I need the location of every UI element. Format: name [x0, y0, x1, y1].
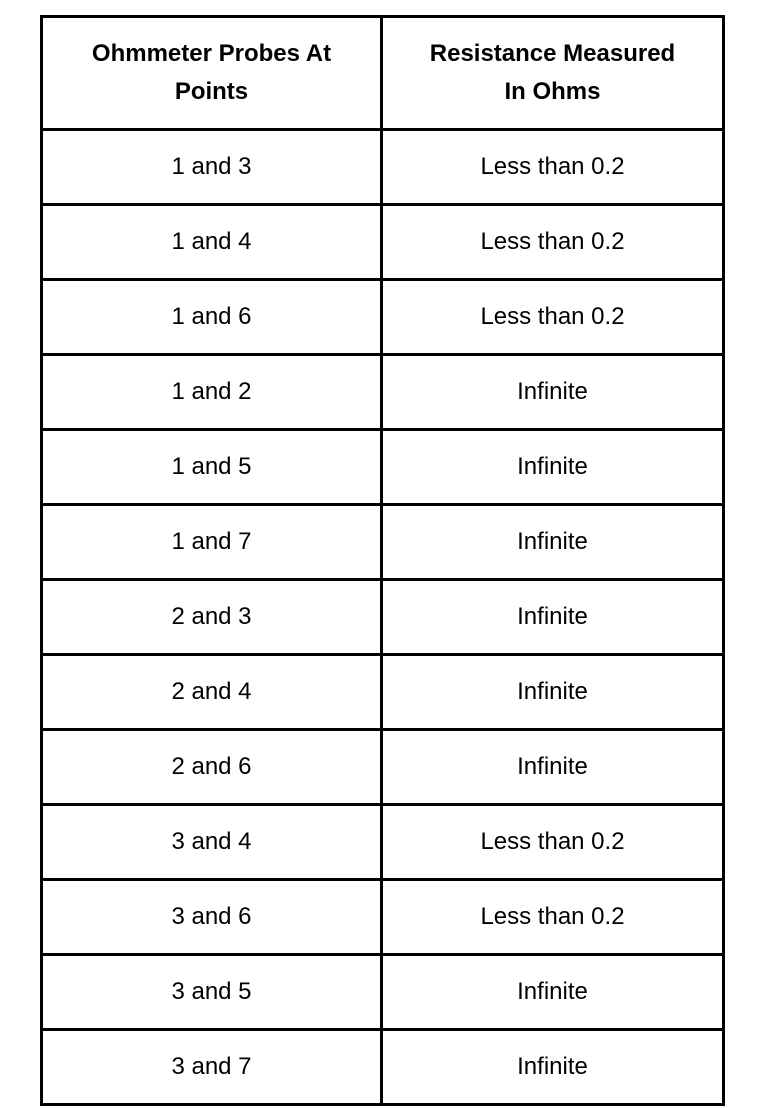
header-resistance-line1: Resistance Measured [429, 40, 676, 67]
header-resistance-line2: In Ohms [504, 78, 601, 105]
resistance-cell: Less than 0.2 [480, 903, 625, 930]
probe-points-cell: 1 and 4 [43, 206, 383, 278]
probe-points-cell: 1 and 3 [43, 131, 383, 203]
table-row [43, 953, 722, 1028]
table-row [43, 203, 722, 278]
probe-points-cell: 3 and 7 [43, 1031, 383, 1103]
probe-points-cell: 3 and 6 [43, 881, 383, 953]
table-row [43, 128, 722, 203]
table-row [43, 878, 722, 953]
probe-points-cell: 2 and 6 [43, 731, 383, 803]
resistance-cell: Less than 0.2 [480, 153, 625, 180]
probe-points-cell: 1 and 5 [43, 431, 383, 503]
table-row [43, 353, 722, 428]
table-row [43, 803, 722, 878]
header-probe-points-line1: Ohmmeter Probes At [91, 40, 332, 67]
resistance-cell: Infinite [517, 378, 588, 405]
resistance-cell: Less than 0.2 [480, 303, 625, 330]
resistance-cell: Less than 0.2 [480, 828, 625, 855]
header-resistance [383, 18, 722, 128]
probe-points-cell: 1 and 7 [43, 506, 383, 578]
resistance-cell: Infinite [517, 528, 588, 555]
resistance-cell: Infinite [517, 678, 588, 705]
probe-points-cell: 3 and 5 [43, 956, 383, 1028]
table-row [43, 578, 722, 653]
resistance-cell: Infinite [517, 978, 588, 1005]
table-row [43, 653, 722, 728]
probe-points-cell: 1 and 2 [43, 356, 383, 428]
table-row [43, 503, 722, 578]
header-probe-points [43, 18, 383, 128]
resistance-cell: Less than 0.2 [480, 228, 625, 255]
resistance-cell: Infinite [517, 1053, 588, 1080]
probe-points-cell: 3 and 4 [43, 806, 383, 878]
table-row [43, 278, 722, 353]
table-header-row [43, 18, 722, 128]
header-probe-points-line2: Points [174, 78, 249, 105]
resistance-cell: Infinite [517, 753, 588, 780]
resistance-table [40, 15, 725, 1106]
resistance-cell: Infinite [517, 603, 588, 630]
table-row [43, 1028, 722, 1103]
probe-points-cell: 1 and 6 [43, 281, 383, 353]
probe-points-cell: 2 and 4 [43, 656, 383, 728]
probe-points-cell: 2 and 3 [43, 581, 383, 653]
table-row [43, 428, 722, 503]
resistance-cell: Infinite [517, 453, 588, 480]
table-row [43, 728, 722, 803]
